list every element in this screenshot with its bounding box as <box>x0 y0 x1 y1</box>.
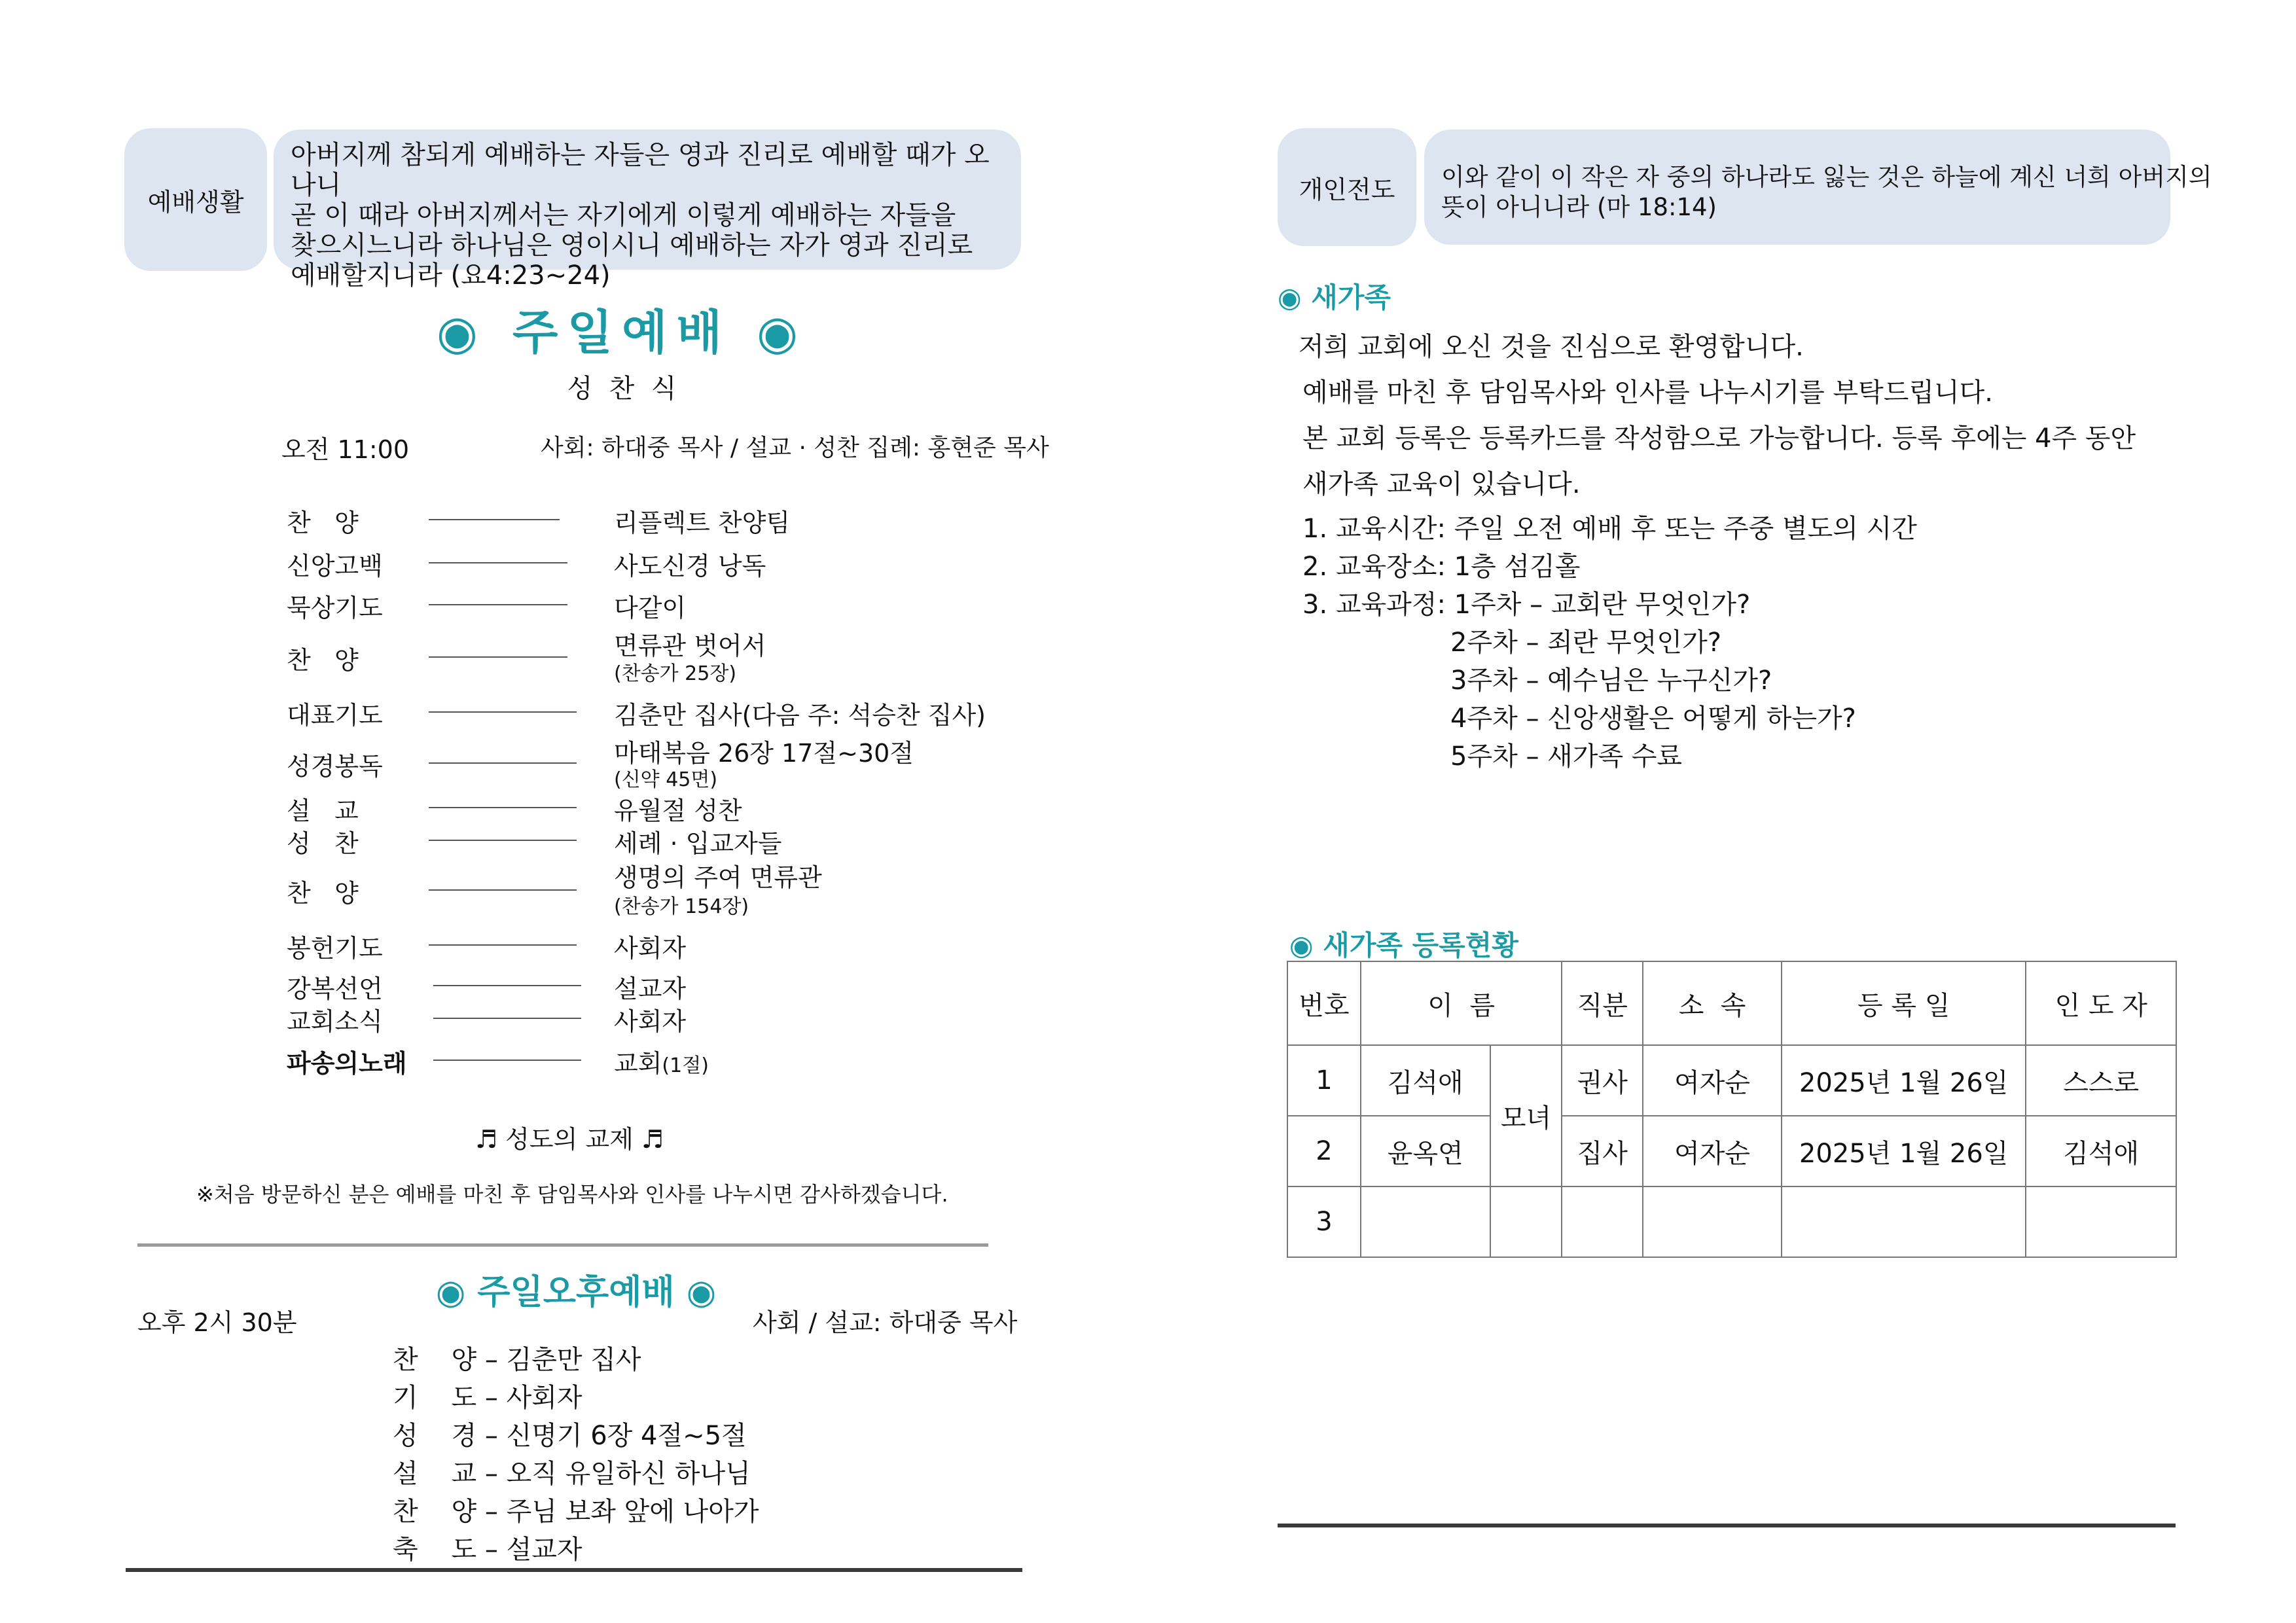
afternoon-item: 찬 양 – 주님 보좌 앞에 나아가 <box>393 1497 759 1527</box>
cell-no: 3 <box>1287 1186 1361 1257</box>
order-item-value: 리플렉트 찬양팀 <box>614 508 791 537</box>
order-item-name: 찬 양 <box>287 879 359 908</box>
header-cell: 등 록 일 <box>1782 961 2026 1045</box>
curriculum-line: 5주차 – 새가족 수료 <box>1450 741 1683 772</box>
cell-relation-empty <box>1490 1186 1562 1257</box>
header-cell: 인 도 자 <box>2026 961 2176 1045</box>
order-item-value: 마태복음 26장 17절~30절 <box>614 739 914 768</box>
afternoon-time: 오후 2시 30분 <box>137 1308 297 1337</box>
cell-title <box>1562 1186 1643 1257</box>
afternoon-worship-title: ◉ 주일오후예배 ◉ <box>435 1273 717 1312</box>
cell-guide: 스스로 <box>2026 1045 2176 1116</box>
cell-guide <box>2026 1186 2176 1257</box>
evangelism-label <box>1278 128 1416 246</box>
first-visit-note: ※처음 방문하신 분은 예배를 마친 후 담임목사와 인사를 나누시면 감사하겠습니다. <box>196 1182 948 1207</box>
afternoon-item: 설 교 – 오직 유일하신 하나님 <box>393 1459 751 1489</box>
cell-title: 집사 <box>1562 1116 1643 1186</box>
order-item-name: 교회소식 <box>287 1007 383 1036</box>
order-item-value: 면류관 벗어서 <box>614 632 766 660</box>
order-item-note: (찬송가 25장) <box>614 662 737 685</box>
new-family-title: ◉ 새가족 <box>1278 281 1391 313</box>
order-item-note: (1절) <box>662 1054 709 1077</box>
order-item-value: 김춘만 집사(다음 주: 석승찬 집사) <box>614 701 986 730</box>
page-bottom-rule <box>1278 1524 2176 1527</box>
order-divider <box>429 519 560 520</box>
cell-name: 윤옥연 <box>1361 1116 1490 1186</box>
order-item-value: 생명의 주여 면류관 <box>614 863 822 892</box>
table-row <box>1287 1045 2176 1116</box>
education-line: 1. 교육시간: 주일 오전 예배 후 또는 주중 별도의 시간 <box>1302 514 1917 544</box>
welcome-line: 새가족 교육이 있습니다. <box>1302 469 1581 499</box>
order-item-note: (신약 45면) <box>614 768 718 791</box>
order-item-value <box>614 1043 709 1079</box>
order-item-value-text: 교회 <box>614 1049 662 1078</box>
order-divider <box>429 807 577 808</box>
cell-title: 권사 <box>1562 1045 1643 1116</box>
afternoon-leaders: 사회 / 설교: 하대중 목사 <box>753 1308 1018 1337</box>
table-row <box>1287 1116 2176 1186</box>
verse-line: 찾으시느니라 하나님은 영이시니 예배하는 자가 영과 진리로 <box>291 230 973 260</box>
verse-line: 예배할지니라 (요4:23~24) <box>291 260 611 291</box>
header-cell: 소 속 <box>1643 961 1782 1045</box>
registration-title: ◉ 새가족 등록현황 <box>1289 929 1518 961</box>
afternoon-item: 찬 양 – 김춘만 집사 <box>393 1345 641 1375</box>
order-item-name: 설 교 <box>287 796 359 825</box>
welcome-line: 예배를 마친 후 담임목사와 인사를 나누시기를 부탁드립니다. <box>1302 378 1994 408</box>
curriculum-line: 2주차 – 죄란 무엇인가? <box>1450 628 1721 658</box>
sunday-worship-title: ◉ 주일예배 ◉ <box>437 305 807 360</box>
order-item-name: 묵상기도 <box>287 594 383 622</box>
order-item-value: 유월절 성찬 <box>614 796 742 825</box>
order-item-name: 찬 양 <box>287 508 359 537</box>
welcome-line: 본 교회 등록은 등록카드를 작성함으로 가능합니다. 등록 후에는 4주 동안 <box>1302 423 2136 454</box>
order-divider <box>429 562 567 563</box>
order-item-value: 다같이 <box>614 594 687 622</box>
cell-no: 1 <box>1287 1045 1361 1116</box>
order-divider <box>429 840 577 841</box>
order-item-name: 신앙고백 <box>287 552 383 580</box>
header-cell: 이 름 <box>1361 961 1562 1045</box>
order-item-name: 파송의노래 <box>287 1049 407 1078</box>
worship-life-verse <box>274 130 1021 291</box>
section-divider <box>137 1243 988 1247</box>
education-line: 3. 교육과정: 1주차 – 교회란 무엇인가? <box>1302 590 1751 620</box>
service-time: 오전 11:00 <box>281 435 410 464</box>
communion-subtitle: 성 찬 식 <box>567 374 677 404</box>
order-item-value: 사회자 <box>614 1007 687 1036</box>
cell-group: 여자순 <box>1643 1116 1782 1186</box>
cell-date: 2025년 1월 26일 <box>1782 1116 2026 1186</box>
evangelism-verse <box>1424 130 2212 245</box>
header-cell: 번호 <box>1287 961 1361 1045</box>
order-item-value: 사도신경 낭독 <box>614 552 766 580</box>
cell-date <box>1782 1186 2026 1257</box>
worship-life-label <box>124 128 267 271</box>
order-divider <box>429 944 577 946</box>
table-header-row <box>1287 961 2176 1045</box>
order-item-value: 설교자 <box>614 974 687 1003</box>
order-divider <box>433 1060 581 1061</box>
order-item-value: 세례 · 입교자들 <box>614 829 782 858</box>
table-row <box>1287 1186 2176 1257</box>
evangelism-label-text: 개인전도 <box>1299 175 1395 204</box>
fellowship-line: ♬ 성도의 교제 ♬ <box>475 1125 664 1154</box>
order-divider <box>429 711 577 713</box>
service-leaders: 사회: 하대중 목사 / 설교 · 성찬 집례: 홍현준 목사 <box>541 435 1049 461</box>
education-line: 2. 교육장소: 1층 섬김홀 <box>1302 552 1581 582</box>
cell-name <box>1361 1186 1490 1257</box>
cell-no: 2 <box>1287 1116 1361 1186</box>
worship-life-label-text: 예배생활 <box>147 187 244 217</box>
verse-line: 곧 이 때라 아버지께서는 자기에게 이렇게 예배하는 자들을 <box>291 200 956 230</box>
cell-relation: 모녀 <box>1490 1045 1562 1186</box>
afternoon-item: 기 도 – 사회자 <box>393 1383 583 1413</box>
page-bottom-rule <box>126 1568 1022 1572</box>
verse-line: 이와 같이 이 작은 자 중의 하나라도 잃는 것은 하늘에 계신 너희 아버지의 <box>1441 163 2212 191</box>
order-item-note: (찬송가 154장) <box>614 895 749 918</box>
afternoon-item: 성 경 – 신명기 6장 4절~5절 <box>393 1421 747 1451</box>
order-item-name: 봉헌기도 <box>287 934 383 963</box>
order-item-name: 강복선언 <box>287 974 383 1003</box>
cell-name: 김석애 <box>1361 1045 1490 1116</box>
order-item-name: 성 찬 <box>287 829 359 858</box>
curriculum-line: 3주차 – 예수님은 누구신가? <box>1450 666 1772 696</box>
registration-table <box>1287 961 2177 1258</box>
order-item-name: 찬 양 <box>287 646 359 675</box>
verse-line: 뜻이 아니니라 (마 18:14) <box>1441 193 1717 221</box>
cell-group: 여자순 <box>1643 1045 1782 1116</box>
welcome-line: 저희 교회에 오신 것을 진심으로 환영합니다. <box>1299 332 1804 362</box>
order-item-name: 성경봉독 <box>287 752 383 781</box>
afternoon-item: 축 도 – 설교자 <box>393 1535 583 1565</box>
order-divider <box>429 889 577 891</box>
order-divider <box>429 762 577 764</box>
order-divider <box>429 656 567 658</box>
order-divider <box>433 985 581 986</box>
curriculum-line: 4주차 – 신앙생활은 어떻게 하는가? <box>1450 704 1856 734</box>
order-item-name: 대표기도 <box>287 701 383 730</box>
verse-line: 아버지께 참되게 예배하는 자들은 영과 진리로 예배할 때가 오나니 <box>291 140 990 200</box>
header-cell: 직분 <box>1562 961 1643 1045</box>
cell-date: 2025년 1월 26일 <box>1782 1045 2026 1116</box>
order-divider <box>433 1018 581 1019</box>
order-divider <box>429 604 567 605</box>
order-item-value: 사회자 <box>614 934 687 963</box>
cell-group <box>1643 1186 1782 1257</box>
cell-guide: 김석애 <box>2026 1116 2176 1186</box>
